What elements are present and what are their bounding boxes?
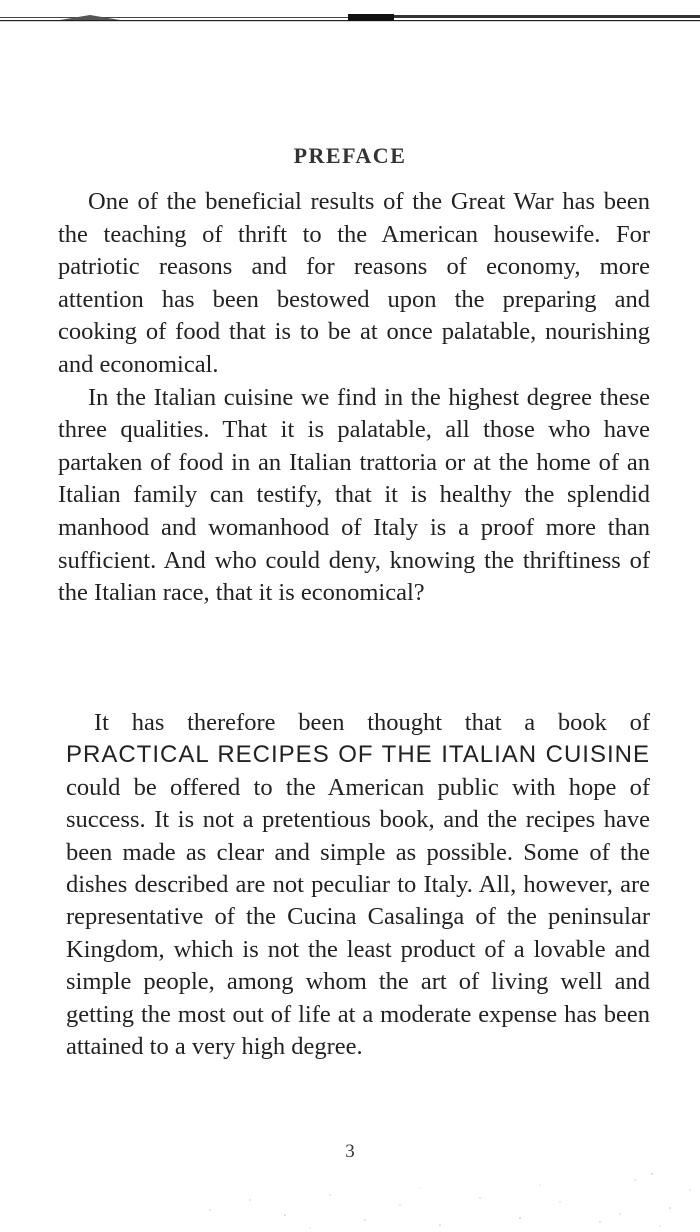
paragraph-3 <box>66 707 650 1063</box>
paragraph-3-text-c: of the peninsular Kingdom, which is not the least product of a lovable and simple people, among whom the art of living well and getting the most out of life at a moderate expense has been attained to a very high degree. <box>66 903 651 1061</box>
paragraph-2-text-a: In the Italian <box>88 383 224 411</box>
preface-body <box>58 186 650 610</box>
paper-speckle-texture <box>190 1170 700 1232</box>
paragraph-3-text-b: could be offered to the American public with hope of success. It is not a pretentious book, and the recipes have been made as clear and simple as possible. Some of the dishes described are not peculiar to Italy. All, however, are representative of the <box>66 773 650 931</box>
emphasis-cuisine: cuisine <box>223 383 294 411</box>
paragraph-3-text-a: It has therefore been thought that a book of <box>94 709 650 736</box>
book-title-caps: PRACTICAL RECIPES OF THE ITALIAN CUISINE <box>66 741 650 769</box>
paragraph-2 <box>58 382 650 610</box>
emphasis-trattoria: trattoria <box>359 448 437 476</box>
page-number: 3 <box>345 1141 355 1162</box>
top-border-rule <box>0 14 700 22</box>
paragraph-2-text-c: or at the home of an Italian family can testify, that it is healthy the splendid manhood and womanhood of Italy is a proof more than sufficient. And who could deny, knowing the thriftiness of the Italian race, that it is economical? <box>58 448 650 607</box>
paragraph-1-text: One of the beneficial results of the Great War has been the teaching of thrift to the American housewife. For patriotic reasons and for reasons of economy, more attention has been bestowed upon the preparing and cooking of food that is to be at once palatable, nourishing and economical. <box>58 188 650 378</box>
paragraph-1 <box>58 186 650 382</box>
paragraph-2-text-b: we find in the highest degree these three qualities. That it is palatable, all those who have partaken of food in an Italian <box>58 383 650 476</box>
emphasis-cucina-casalinga: Cucina Casalinga <box>287 903 465 931</box>
page-title: PREFACE <box>293 143 407 168</box>
